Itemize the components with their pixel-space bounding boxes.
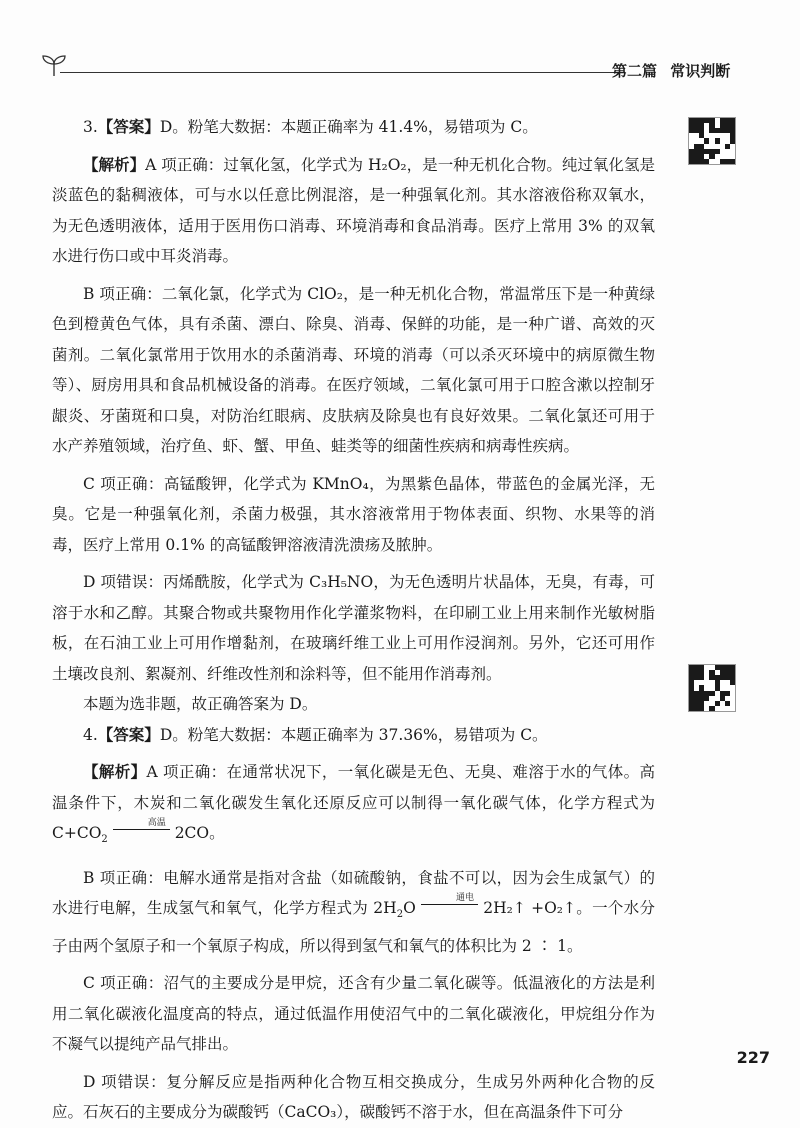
q4-analysis-a: [52, 757, 655, 856]
page-number: 227: [736, 1048, 770, 1067]
q4-option-d: D 项错误：复分解反应是指两种化合物互相交换成分，生成另外两种化合物的反应。石灰石的主要成分为碳酸钙（CaCO₃），碳酸钙不溶于水，但在高温条件下可分: [52, 1072, 655, 1122]
header-rule: [60, 72, 625, 73]
sprout-icon: [40, 54, 68, 78]
q4-analysis-label: 【解析】: [83, 762, 147, 781]
q3-answer-label: 【答案】: [97, 117, 160, 136]
q3-analysis-a: [52, 150, 655, 272]
q3-number: 3.: [83, 118, 98, 136]
q4-option-b: B 项正确：电解水通常是指对含盐（如硫酸钠，食盐不可以，因为会生成氯气）的水进行电解，生成氢气和氧气，化学方程式为 $2H_2O$ 通电 2H₂↑ +O₂↑。一个水分子由两个氢原子和一个氧原子构成，所以得到氢气和氧气的体积比为 2 ∶ 1。: [52, 868, 655, 955]
running-head: [612, 60, 782, 81]
qr-code-icon: [688, 117, 736, 165]
page-header: [0, 0, 800, 110]
equation-condition: 高温: [113, 819, 170, 830]
q4-answer: [52, 720, 655, 751]
q3-analysis-label: 【解析】: [83, 154, 146, 174]
q3-option-b: B 项正确：二氧化氯，化学式为 ClO₂，是一种无机化合物，常温常压下是一种黄绿色到橙黄色气体，具有杀菌、漂白、除臭、消毒、保鲜的功能，是一种广谱、高效的灭菌剂。二氧化氯常用于饮用水的杀菌消毒、环境的消毒（可以杀灭环境中的病原微生物等）、厨房用具和食品机械设备的消毒。在医疗领域，二氧化氯可用于口腔含漱以控制牙龈炎、牙菌斑和口臭，对防治红眼病、皮肤病及除臭也有良好效果。二氧化氯还可用于水产养殖领域，治疗鱼、虾、蟹、甲鱼、蛙类等的细菌性疾病和病毒性疾病。: [52, 284, 655, 455]
equation-condition: 通电: [421, 894, 478, 905]
q3-option-d: D 项错误：丙烯酰胺，化学式为 C₃H₅NO，为无色透明片状晶体，无臭，有毒，可溶于水和乙醇。其聚合物或共聚物用作化学灌浆物料，在印刷工业上用来制作光敏树脂板，在石油工业上可用作增黏剂，在玻璃纤维工业上可用作浸润剂。另外，它还可用作土壤改良剂、絮凝剂、纤维改性剂和涂料等，但不能用作消毒剂。: [52, 573, 655, 683]
q4-answer-label: 【答案】: [97, 724, 160, 744]
qr-code-icon: [688, 664, 736, 712]
q4-number: 4.: [83, 725, 98, 744]
section-title: 常识判断: [670, 62, 731, 80]
q3-option-c: C 项正确：高锰酸钾，化学式为 KMnO₄，为黑紫色晶体，带蓝色的金属光泽，无臭。它是一种强氧化剂，杀菌力极强，其水溶液常用于物体表面、织物、水果等的消毒，医疗上常用 0.1% 的高锰酸钾溶液清洗溃疡及脓肿。: [52, 474, 655, 554]
q4-option-a: A 项正确：在通常状况下，一氧化碳是无色、无臭、难溶于水的气体。高温条件下，木炭和二氧化碳发生氧化还原反应可以制得一氧化碳气体，化学方程式为: [52, 763, 655, 812]
q3-answer-text: D。粉笔大数据：本题正确率为 41.4%，易错项为 C。: [159, 118, 538, 136]
q3-option-a: A 项正确：过氧化氢，化学式为 H₂O₂，是一种无机化合物。纯过氧化氢是淡蓝色的黏稠液体，可与水以任意比例混溶，是一种强氧化剂。其水溶液俗称双氧水，为无色透明液体，适用于医用伤口消毒、环境消毒和食品消毒。医疗上常用 3% 的双氧水进行伤口或中耳炎消毒。: [52, 155, 655, 265]
q3-answer: [52, 112, 655, 143]
q3-conclusion: 本题为选非题，故正确答案为 D。: [83, 695, 318, 713]
equation-co: $C+CO_2$ 高温 2CO。: [52, 818, 225, 846]
part-title: 第二篇: [612, 62, 658, 80]
q4-answer-text: D。粉笔大数据：本题正确率为 37.36%，易错项为 C。: [159, 725, 548, 744]
main-content: [52, 112, 655, 1128]
q4-option-c: C 项正确：沼气的主要成分是甲烷，还含有少量二氧化碳等。低温液化的方法是利用二氧化碳液化温度高的特点，通过低温作用使沼气中的二氧化碳液化，甲烷组分作为不凝气以提纯产品气排出。: [52, 974, 655, 1054]
